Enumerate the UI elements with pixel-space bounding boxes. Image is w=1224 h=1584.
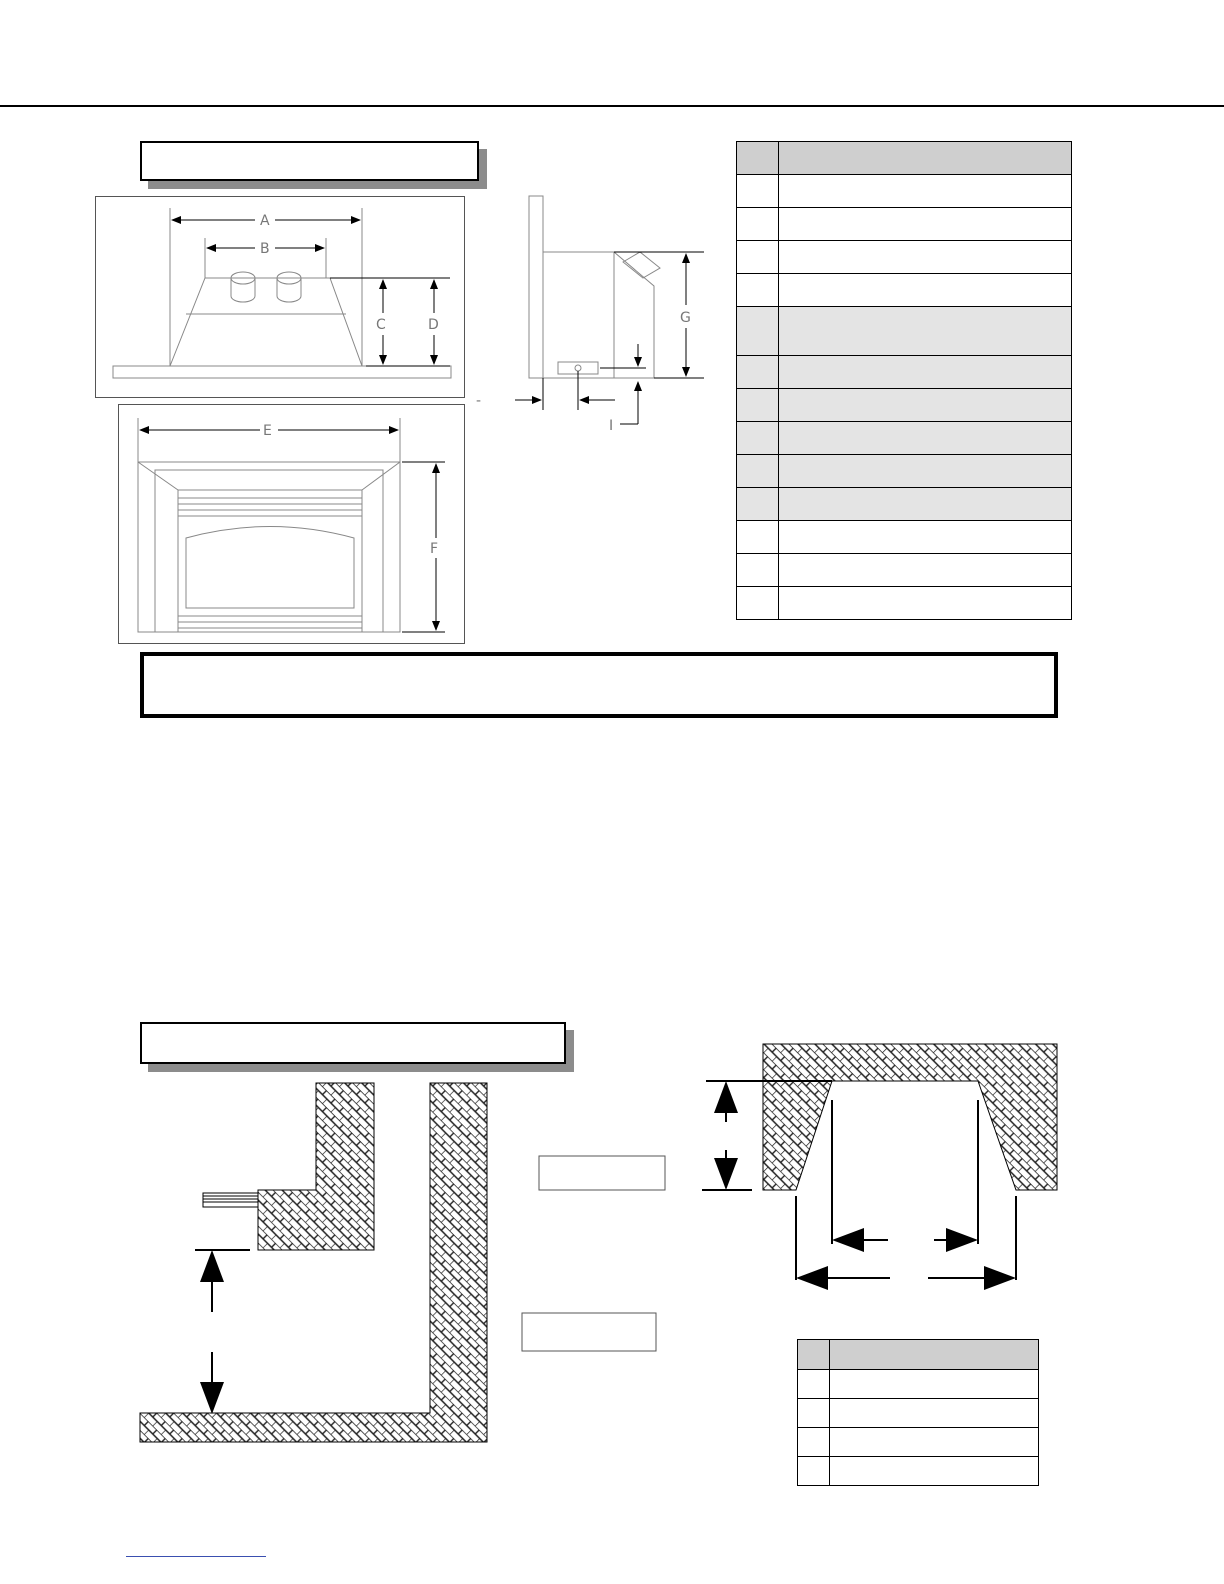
front-view-insert (138, 418, 400, 632)
clearance-label-box-lower (522, 1313, 656, 1351)
clearance-label-box-upper (539, 1156, 665, 1190)
dim-label-d: D (428, 317, 439, 333)
table-row (737, 356, 1072, 389)
dimension-spec-table (736, 141, 1072, 620)
dim-label-h: - (476, 393, 482, 409)
table-row (737, 241, 1072, 274)
top-view-dimension-lines (172, 220, 450, 366)
mantel-clearance-diagram (140, 1083, 487, 1442)
dim-label-g: G (680, 310, 691, 326)
dim-label-i: I (609, 418, 614, 434)
table-row (798, 1370, 1039, 1399)
table-row (737, 389, 1072, 422)
table-row (798, 1457, 1039, 1486)
opening-spec-table (797, 1339, 1039, 1486)
table-row (798, 1399, 1039, 1428)
fireplace-opening-diagram (702, 1044, 1057, 1280)
table-row (737, 208, 1072, 241)
table-header-row (798, 1340, 1039, 1370)
dim-label-f: F (430, 541, 439, 557)
note-box (140, 652, 1058, 718)
table-row (737, 587, 1072, 620)
table-row (798, 1428, 1039, 1457)
dim-label-c: C (376, 317, 386, 333)
table-row (737, 554, 1072, 587)
table-header-row (737, 142, 1072, 175)
table-row (737, 422, 1072, 455)
dim-label-e: E (263, 423, 272, 439)
table-row (737, 455, 1072, 488)
table-row (737, 175, 1072, 208)
table-row (737, 521, 1072, 554)
table-row (737, 488, 1072, 521)
footer-link[interactable] (126, 1556, 266, 1557)
dim-label-b: B (260, 241, 270, 257)
table-row (737, 274, 1072, 307)
side-view-insert (529, 196, 660, 378)
table-row (737, 307, 1072, 356)
dim-label-a: A (260, 213, 270, 229)
clearance-drawings (0, 1030, 1224, 1470)
top-view-insert (113, 208, 451, 378)
